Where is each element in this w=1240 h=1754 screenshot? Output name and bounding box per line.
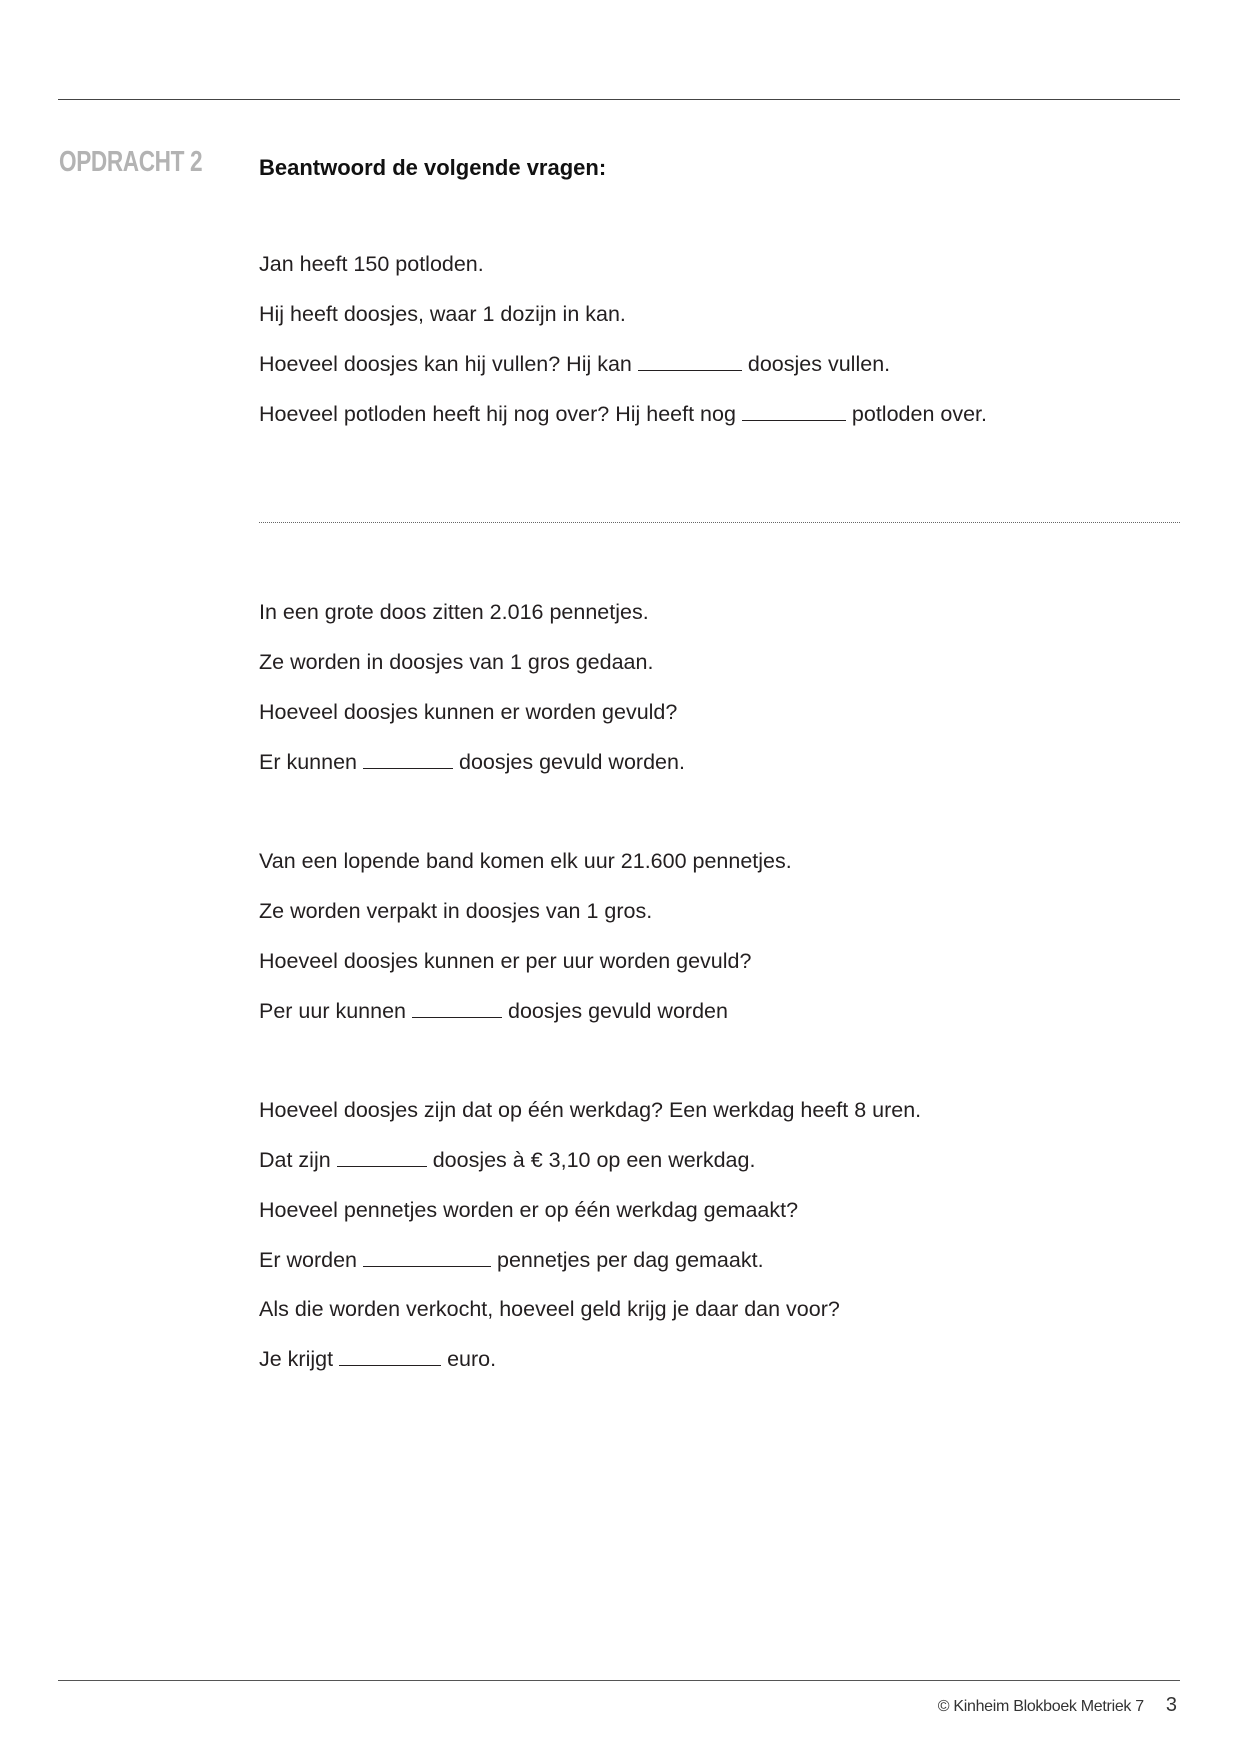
question-text: Van een lopende band komen elk uur 21.600 pennetjes. bbox=[259, 849, 792, 873]
line-text-before: Hoeveel doosjes kan hij vullen? Hij kan bbox=[259, 352, 632, 376]
fill-in-line bbox=[259, 1347, 496, 1372]
line-text-before: Dat zijn bbox=[259, 1148, 331, 1172]
footer-rule bbox=[58, 1680, 1180, 1681]
line-text-after: potloden over. bbox=[851, 402, 988, 426]
question-text: In een grote doos zitten 2.016 pennetjes. bbox=[259, 600, 649, 624]
answer-blank[interactable] bbox=[339, 1347, 441, 1366]
line-text-before: Per uur kunnen bbox=[259, 999, 407, 1023]
page-number: 3 bbox=[1165, 1694, 1177, 1716]
fill-in-line bbox=[259, 750, 685, 775]
line-text-after: pennetjes per dag gemaakt. bbox=[497, 1248, 764, 1272]
line-text-after: doosjes gevuld worden. bbox=[459, 750, 685, 774]
answer-blank[interactable] bbox=[363, 1248, 491, 1267]
answer-blank[interactable] bbox=[363, 750, 453, 769]
line-text-after: doosjes à € 3,10 op een werkdag. bbox=[432, 1148, 756, 1172]
line-text-before: Er worden bbox=[259, 1248, 357, 1272]
answer-blank[interactable] bbox=[412, 999, 502, 1018]
question-text: Hoeveel doosjes kunnen er per uur worden gevuld? bbox=[259, 949, 752, 973]
answer-blank[interactable] bbox=[742, 402, 846, 421]
copyright-credit: © Kinheim Blokboek Metriek 7 bbox=[937, 1698, 1144, 1715]
line-text-before: Je krijgt bbox=[259, 1347, 334, 1371]
line-text-before: Er kunnen bbox=[259, 750, 358, 774]
exercise-instruction: Beantwoord de volgende vragen: bbox=[259, 155, 607, 180]
line-text-after: doosjes gevuld worden bbox=[508, 999, 728, 1023]
answer-blank[interactable] bbox=[337, 1148, 427, 1167]
fill-in-line bbox=[259, 1248, 764, 1273]
header-rule bbox=[58, 99, 1180, 100]
line-text-after: doosjes vullen. bbox=[747, 352, 891, 376]
fill-in-line bbox=[259, 402, 987, 427]
question-text: Jan heeft 150 potloden. bbox=[259, 252, 484, 276]
fill-in-line bbox=[259, 999, 728, 1024]
line-text-after: euro. bbox=[447, 1347, 497, 1371]
line-text-before: Hoeveel potloden heeft hij nog over? Hij heeft nog bbox=[259, 402, 736, 426]
question-text: Hij heeft doosjes, waar 1 dozijn in kan. bbox=[259, 302, 626, 326]
question-text: Hoeveel pennetjes worden er op één werkdag gemaakt? bbox=[259, 1198, 799, 1222]
question-text: Ze worden verpakt in doosjes van 1 gros. bbox=[259, 899, 653, 923]
answer-blank[interactable] bbox=[638, 352, 742, 371]
page-footer bbox=[938, 1694, 1177, 1717]
question-text: Als die worden verkocht, hoeveel geld krijg je daar dan voor? bbox=[259, 1297, 840, 1321]
fill-in-line bbox=[259, 1148, 755, 1173]
question-text: Hoeveel doosjes kunnen er worden gevuld? bbox=[259, 700, 678, 724]
exercise-label: OPDRACHT 2 bbox=[59, 146, 203, 178]
section-divider bbox=[259, 522, 1180, 523]
question-text: Ze worden in doosjes van 1 gros gedaan. bbox=[259, 650, 654, 674]
fill-in-line bbox=[259, 352, 890, 377]
question-text: Hoeveel doosjes zijn dat op één werkdag? Een werkdag heeft 8 uren. bbox=[259, 1098, 922, 1122]
